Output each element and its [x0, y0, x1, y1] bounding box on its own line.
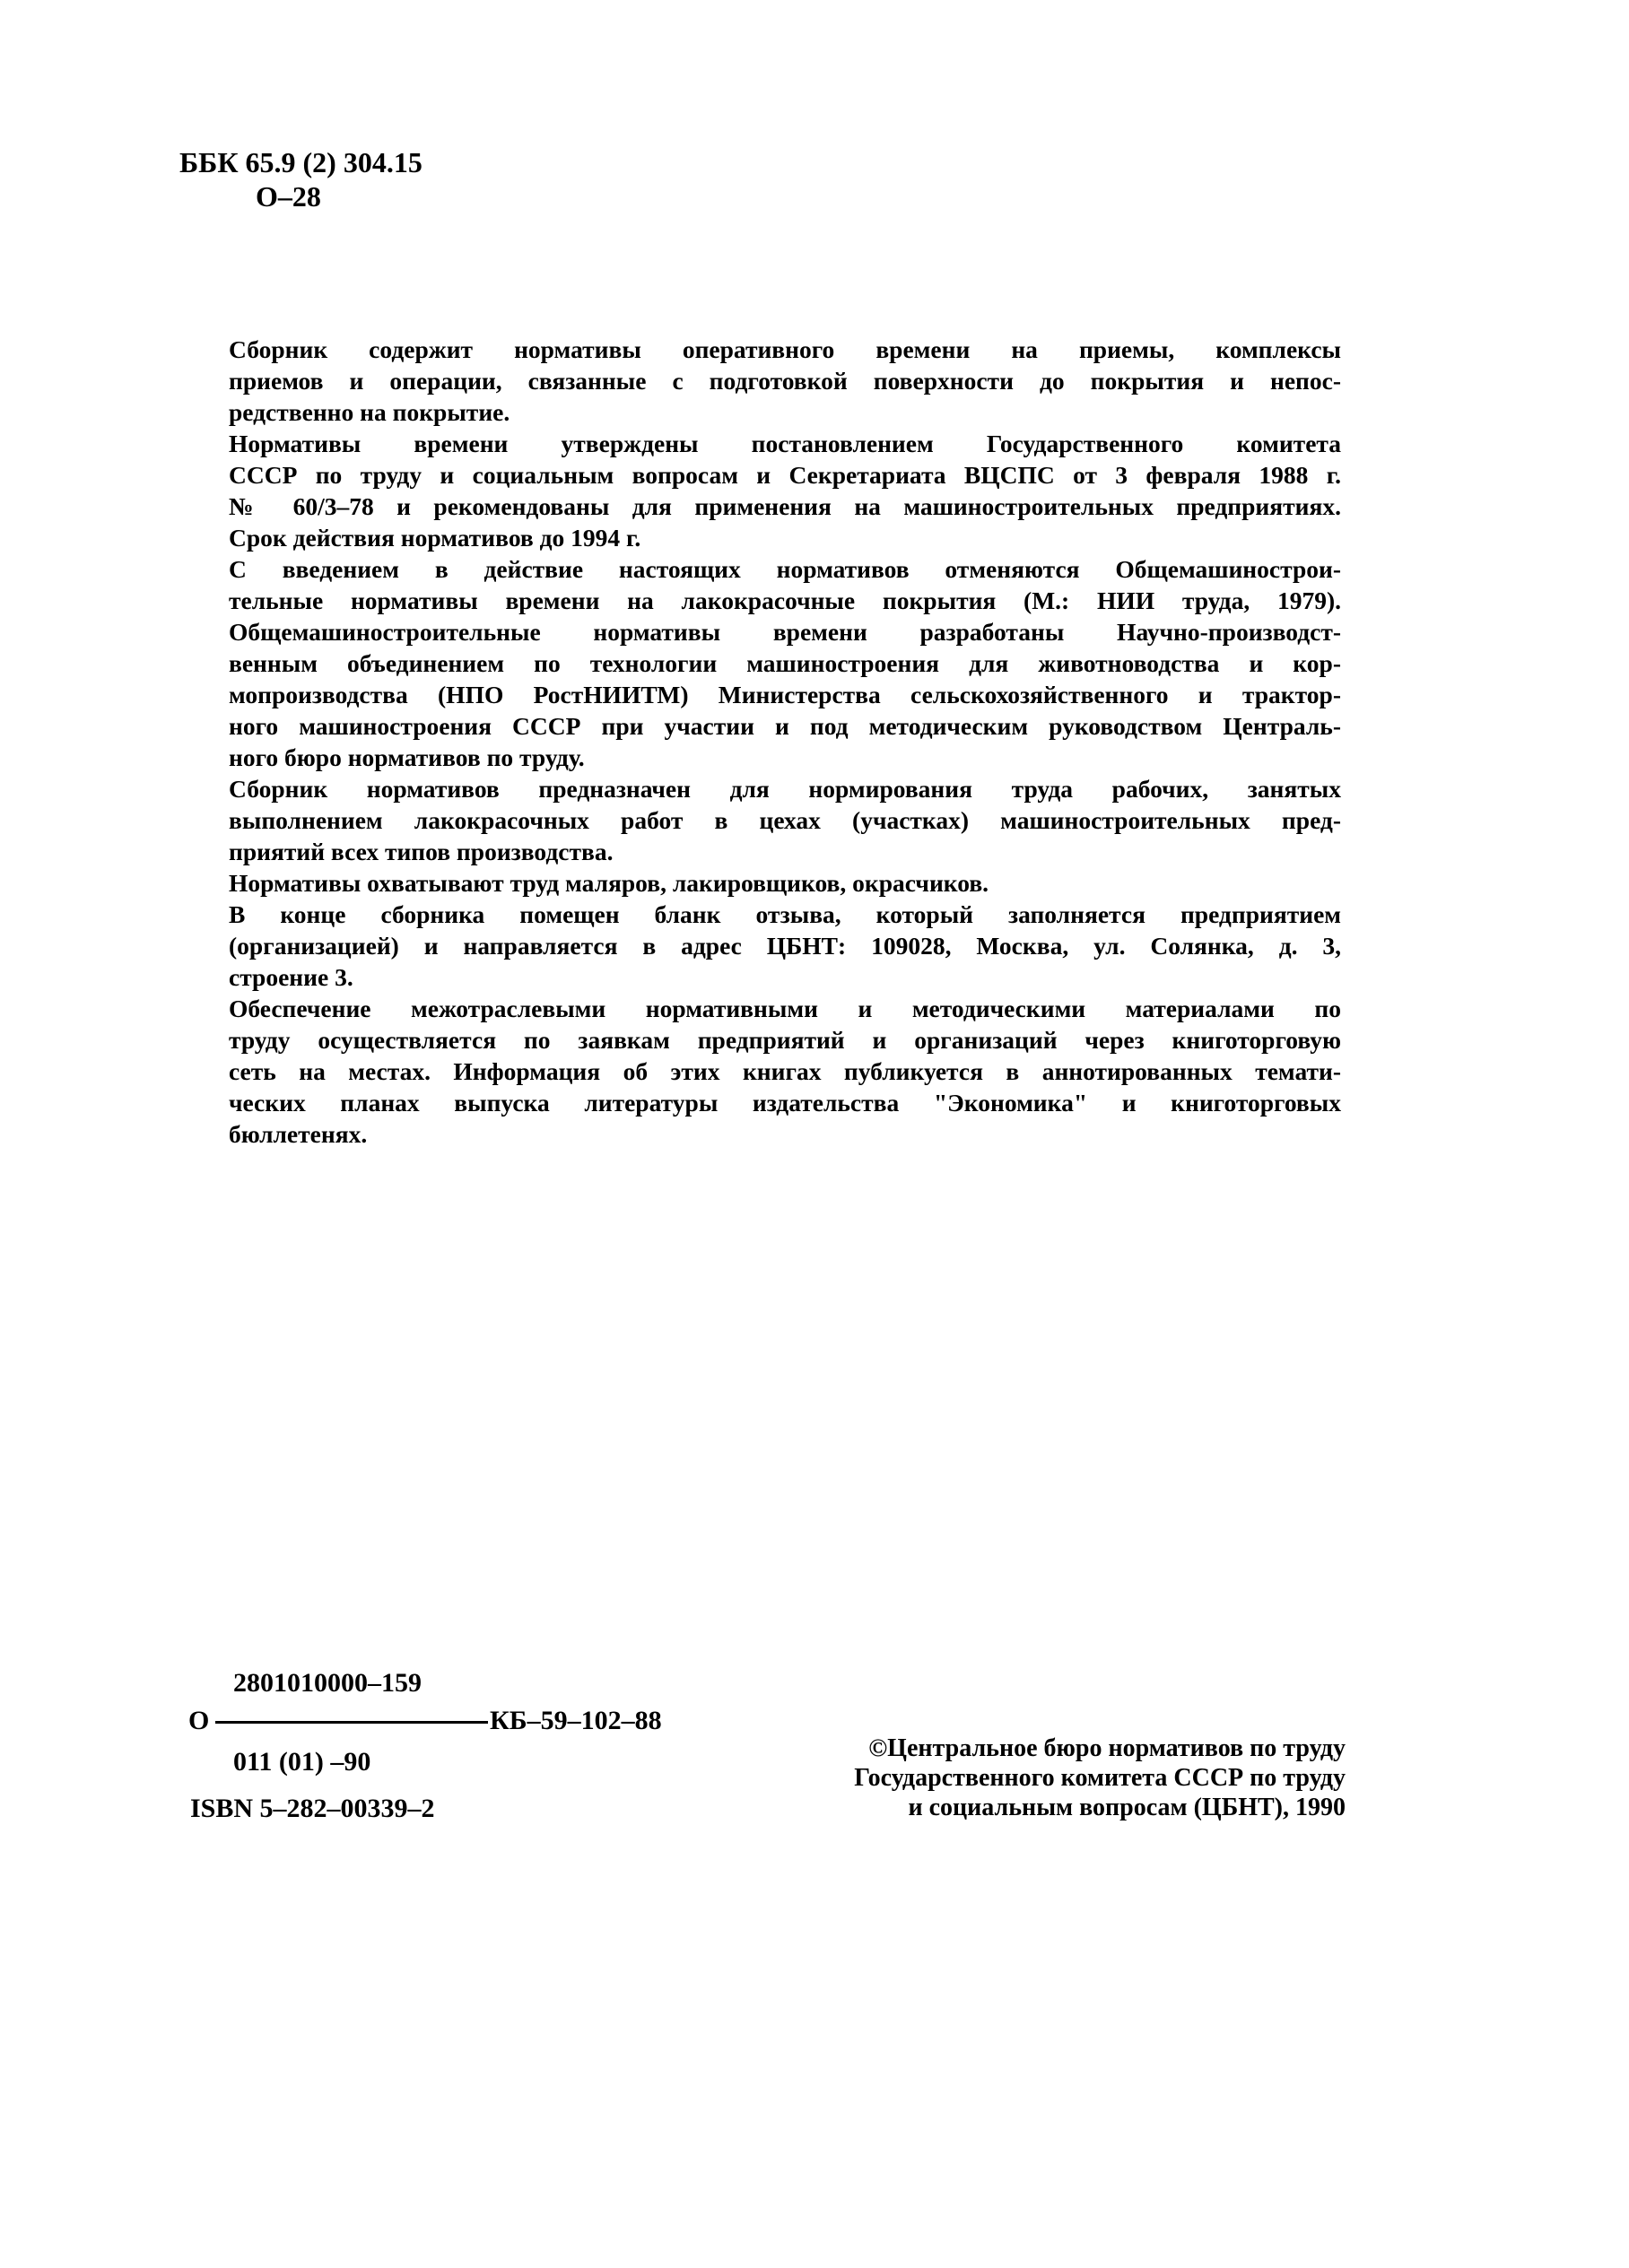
text-line: № 60/3–78 и рекомендованы для применения на машиностроительных предприятиях. — [229, 492, 1341, 520]
paragraph — [229, 522, 1341, 553]
text-line: сеть на местах. Информация об этих книгах публикуется в аннотированных темати- — [229, 1057, 1341, 1085]
bbk-block — [179, 145, 422, 213]
text-line: редственно на покрытие. — [229, 398, 510, 426]
paragraph — [229, 334, 1341, 428]
text-line: приятий всех типов производства. — [229, 838, 614, 865]
paragraph — [229, 553, 1341, 616]
copyright-line: Государственного комитета СССР по труду — [854, 1764, 1346, 1792]
index-denominator: 011 (01) –90 — [233, 1747, 371, 1777]
kb-code: КБ–59–102–88 — [490, 1706, 662, 1735]
copyright-line: и социальным вопросам (ЦБНТ), 1990 — [908, 1794, 1346, 1821]
text-line: приемов и операции, связанные с подготовкой поверхности до покрытия и непос- — [229, 367, 1341, 395]
copyright-block — [854, 1734, 1346, 1822]
text-line: В конце сборника помещен бланк отзыва, который заполняется предприятием — [229, 900, 1341, 928]
text-line: (организацией) и направляется в адрес ЦБНТ: 109028, Москва, ул. Солянка, д. 3, — [229, 932, 1341, 960]
bbk-code: ББК 65.9 (2) 304.15 — [179, 146, 422, 178]
author-mark: О–28 — [256, 180, 321, 213]
fraction-rule — [215, 1721, 488, 1724]
text-line: строение 3. — [229, 963, 353, 991]
text-line: С введением в действие настоящих нормативов отменяются Общемашинострои- — [229, 555, 1341, 583]
text-line: Сборник содержит нормативы оперативного времени на приемы, комплексы — [229, 335, 1341, 363]
paragraph — [229, 993, 1341, 1150]
text-line: Нормативы времени утверждены постановлением Государственного комитета — [229, 430, 1341, 457]
text-line: ческих планах выпуска литературы издательства "Экономика" и книготорговых — [229, 1089, 1341, 1117]
text-line: мопроизводства (НПО РостНИИТМ) Министерства сельскохозяйственного и трактор- — [229, 681, 1341, 708]
text-line: Обеспечение межотраслевыми нормативными и методическими материалами по — [229, 995, 1341, 1022]
text-line: Нормативы охватывают труд маляров, лакировщиков, окрасчиков. — [229, 869, 989, 897]
isbn: ISBN 5–282–00339–2 — [190, 1794, 435, 1823]
text-line: венным объединением по технологии машиностроения для животноводства и кор- — [229, 649, 1341, 677]
text-line: труду осуществляется по заявкам предприятий и организаций через книготорговую — [229, 1026, 1341, 1054]
paragraph — [229, 773, 1341, 867]
text-line: выполнением лакокрасочных работ в цехах (участках) машиностроительных пред- — [229, 806, 1341, 834]
paragraph — [229, 867, 1341, 899]
paragraph — [229, 428, 1341, 522]
annotation-text — [229, 334, 1341, 1150]
paragraph — [229, 616, 1341, 773]
text-line: Общемашиностроительные нормативы времени разработаны Научно-производст- — [229, 618, 1341, 646]
text-line: СССР по труду и социальным вопросам и Секретариата ВЦСПС от 3 февраля 1988 г. — [229, 461, 1341, 489]
text-line: Сборник нормативов предназначен для нормирования труда рабочих, занятых — [229, 775, 1341, 803]
index-numerator: 2801010000–159 — [233, 1668, 422, 1698]
text-line: бюллетенях. — [229, 1120, 368, 1148]
paragraph — [229, 899, 1341, 993]
index-prefix: О — [188, 1706, 210, 1735]
text-line: тельные нормативы времени на лакокрасочные покрытия (М.: НИИ труда, 1979). — [229, 587, 1341, 614]
text-line: ного бюро нормативов по труду. — [229, 743, 585, 771]
text-line: Срок действия нормативов до 1994 г. — [229, 524, 641, 552]
text-line: ного машиностроения СССР при участии и под методическим руководством Централь- — [229, 712, 1341, 740]
copyright-line: ©Центральное бюро нормативов по труду — [868, 1734, 1346, 1762]
